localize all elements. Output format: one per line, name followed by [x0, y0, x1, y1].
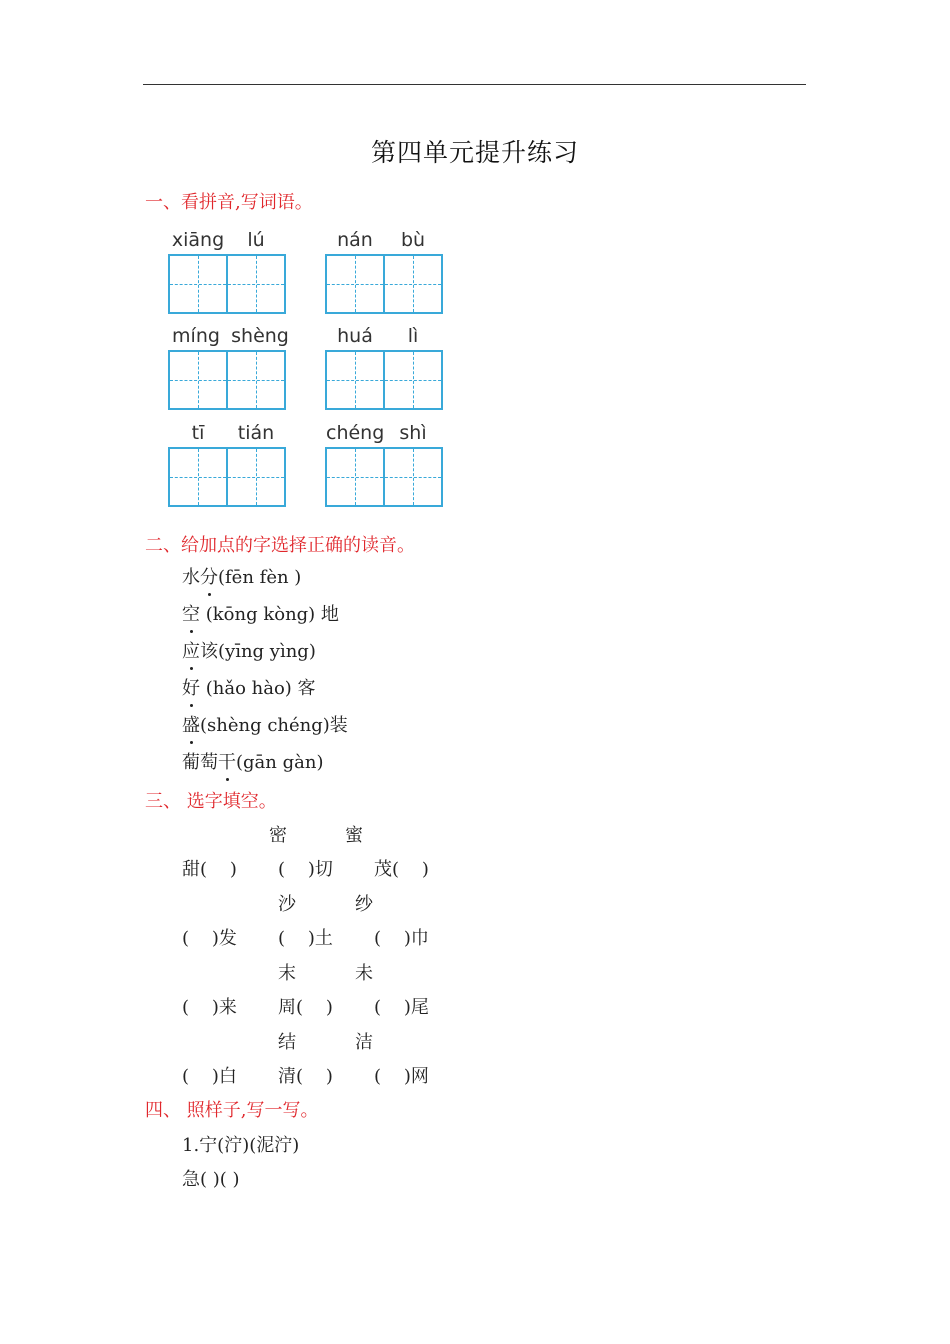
dotted-char: 分: [200, 563, 218, 589]
reading-options: 该(yīng yìng): [200, 641, 316, 662]
page-title: 第四单元提升练习: [370, 138, 579, 167]
fill-blank-3b: 周( ): [278, 997, 333, 1018]
writing-boxes-6[interactable]: [325, 447, 441, 507]
fill-blank-4a: ( )白: [182, 1066, 237, 1087]
pinyin-5b: tián: [237, 422, 275, 444]
dotted-char: 好: [182, 674, 200, 700]
fill-blank-2c: ( )巾: [374, 928, 429, 949]
example-line: 1.宁(泞)(泥泞): [182, 1135, 300, 1156]
pinyin-1b: lú: [247, 229, 265, 251]
writing-boxes-4[interactable]: [325, 350, 441, 410]
dotted-char: 盛: [182, 711, 200, 737]
reading-item-4: [182, 674, 316, 700]
fill-option-1b: 蜜: [345, 825, 363, 846]
pinyin-4b: lì: [407, 325, 419, 347]
pinyin-1a: xiāng: [171, 229, 225, 251]
pinyin-3b: shèng: [231, 325, 289, 347]
reading-item-3: [182, 637, 316, 663]
fill-blank-3c: ( )尾: [374, 997, 429, 1018]
section-2-heading: 二、给加点的字选择正确的读音。: [145, 535, 415, 556]
reading-pre: 葡萄: [182, 752, 218, 773]
dotted-char: 干: [218, 748, 236, 774]
reading-pre: 水: [182, 567, 200, 588]
writing-boxes-1[interactable]: [168, 254, 284, 314]
section-4-heading: 四、 照样子,写一写。: [145, 1100, 319, 1121]
section-3-heading: 三、 选字填空。: [145, 791, 277, 812]
pinyin-6b: shì: [399, 422, 427, 444]
reading-item-6: [182, 748, 323, 774]
fill-blank-3a: ( )来: [182, 997, 237, 1018]
writing-boxes-5[interactable]: [168, 447, 284, 507]
fill-blank-1c: 茂( ): [374, 859, 429, 880]
fill-option-4b: 洁: [355, 1032, 373, 1053]
reading-options: (fēn fèn ): [218, 567, 302, 588]
fill-blank-1a: 甜( ): [182, 859, 237, 880]
reading-item-5: [182, 711, 348, 737]
reading-options: (hǎo hào) 客: [200, 678, 316, 699]
reading-item-1: [182, 563, 301, 589]
section-1-heading: 一、看拼音,写词语。: [145, 192, 313, 213]
fill-blank-1b: ( )切: [278, 859, 333, 880]
fill-blank-2a: ( )发: [182, 928, 237, 949]
fill-option-3a: 末: [278, 963, 296, 984]
reading-options: (gān gàn): [236, 752, 324, 773]
writing-boxes-2[interactable]: [325, 254, 441, 314]
dotted-char: 应: [182, 637, 200, 663]
pinyin-2b: bù: [400, 229, 426, 251]
pinyin-3a: míng: [172, 325, 220, 347]
fill-option-2b: 纱: [355, 894, 373, 915]
reading-options: (shèng chéng)装: [200, 715, 348, 736]
fill-option-3b: 未: [355, 963, 373, 984]
pinyin-6a: chéng: [326, 422, 385, 444]
pinyin-4a: huá: [337, 325, 373, 347]
pinyin-5a: tī: [191, 422, 205, 444]
fill-blank-4b: 清( ): [278, 1066, 333, 1087]
fill-blank-4c: ( )网: [374, 1066, 429, 1087]
pinyin-2a: nán: [337, 229, 373, 251]
fill-option-4a: 结: [278, 1032, 296, 1053]
fill-option-1a: 密: [269, 825, 287, 846]
reading-item-2: [182, 600, 339, 626]
dotted-char: 空: [182, 600, 200, 626]
fill-blank-2b: ( )土: [278, 928, 333, 949]
top-rule: [143, 84, 806, 85]
writing-boxes-3[interactable]: [168, 350, 284, 410]
reading-options: (kōng kòng) 地: [200, 604, 339, 625]
fill-option-2a: 沙: [278, 894, 296, 915]
exercise-line: 急( )( ): [182, 1169, 240, 1190]
